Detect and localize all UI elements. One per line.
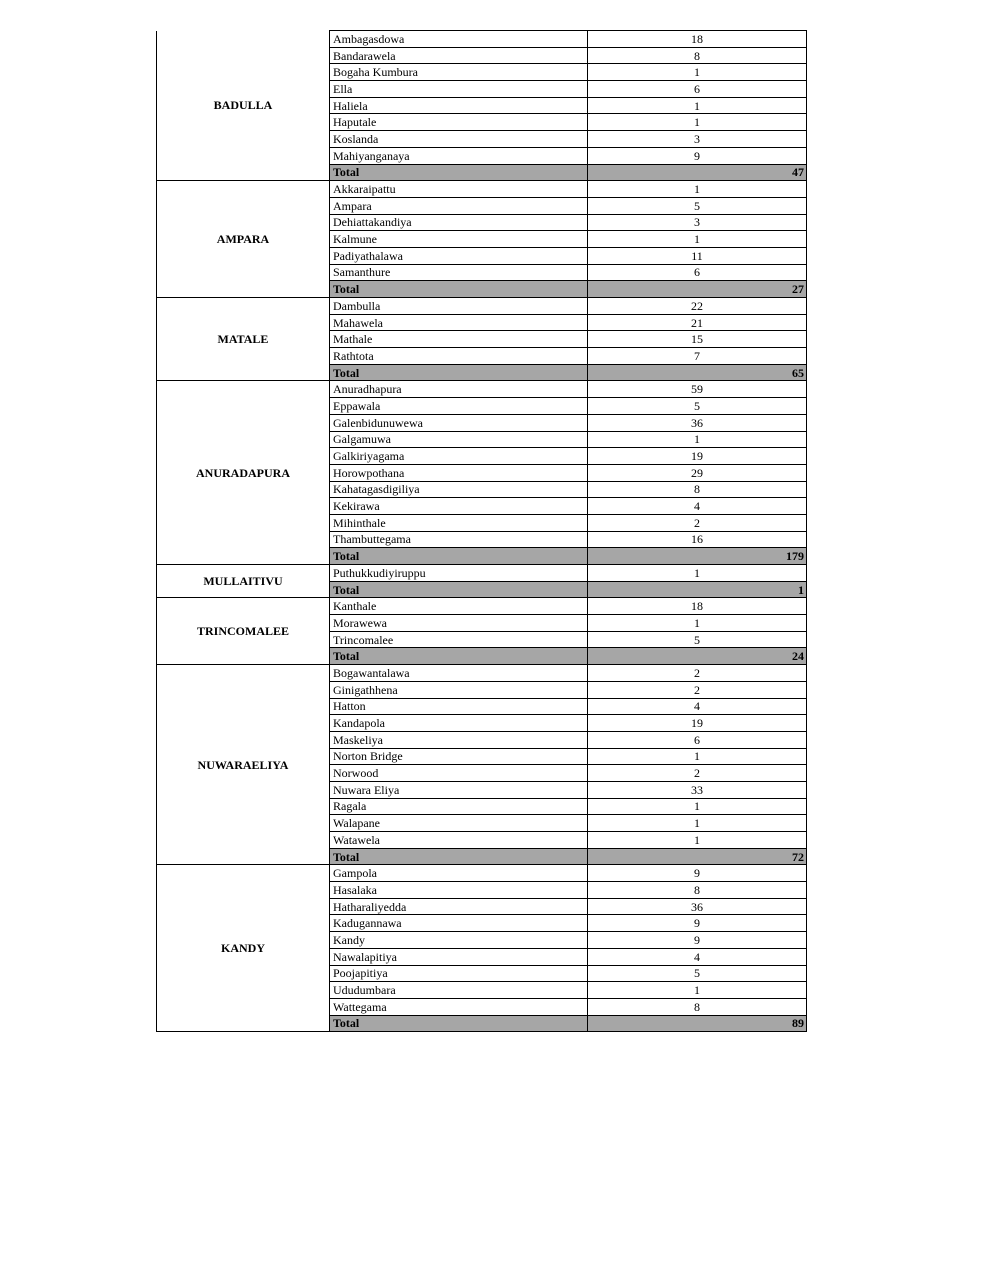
location-count: 1 [588, 615, 807, 632]
location-count: 29 [588, 464, 807, 481]
location-name: Kandy [330, 932, 588, 949]
location-name: Ragala [330, 798, 588, 815]
total-label: Total [330, 581, 588, 598]
location-name: Kalmune [330, 231, 588, 248]
location-name: Haliela [330, 97, 588, 114]
location-name: Ampara [330, 197, 588, 214]
location-count: 3 [588, 214, 807, 231]
location-name: Mathale [330, 331, 588, 348]
table-row [157, 865, 807, 882]
location-count: 18 [588, 598, 807, 615]
location-count: 9 [588, 865, 807, 882]
location-count: 3 [588, 131, 807, 148]
location-name: Wattegama [330, 998, 588, 1015]
table-row [157, 31, 807, 48]
location-name: Haputale [330, 114, 588, 131]
location-count: 8 [588, 481, 807, 498]
location-name: Trincomalee [330, 631, 588, 648]
location-count: 59 [588, 381, 807, 398]
total-label: Total [330, 164, 588, 181]
location-name: Nuwara Eliya [330, 781, 588, 798]
total-value: 1 [588, 581, 807, 598]
district-name: MATALE [157, 298, 330, 381]
location-name: Hatton [330, 698, 588, 715]
location-count: 9 [588, 932, 807, 949]
total-value: 24 [588, 648, 807, 665]
location-name: Thambuttegama [330, 531, 588, 548]
location-name: Eppawala [330, 398, 588, 415]
location-name: Hatharaliyedda [330, 898, 588, 915]
location-name: Puthukkudiyiruppu [330, 565, 588, 582]
total-label: Total [330, 281, 588, 298]
location-count: 2 [588, 681, 807, 698]
location-name: Kekirawa [330, 498, 588, 515]
location-count: 1 [588, 832, 807, 849]
location-count: 1 [588, 815, 807, 832]
total-value: 47 [588, 164, 807, 181]
location-name: Mahiyanganaya [330, 147, 588, 164]
location-name: Galenbidunuwewa [330, 414, 588, 431]
table-row [157, 565, 807, 582]
location-name: Koslanda [330, 131, 588, 148]
location-name: Norwood [330, 765, 588, 782]
location-name: Walapane [330, 815, 588, 832]
location-count: 36 [588, 414, 807, 431]
location-count: 19 [588, 715, 807, 732]
location-count: 1 [588, 748, 807, 765]
district-name: ANURADAPURA [157, 381, 330, 565]
total-value: 179 [588, 548, 807, 565]
location-name: Kadugannawa [330, 915, 588, 932]
location-name: Morawewa [330, 615, 588, 632]
location-name: Bogaha Kumbura [330, 64, 588, 81]
location-count: 1 [588, 64, 807, 81]
location-count: 6 [588, 264, 807, 281]
location-name: Anuradhapura [330, 381, 588, 398]
location-count: 8 [588, 47, 807, 64]
location-count: 4 [588, 498, 807, 515]
total-value: 89 [588, 1015, 807, 1032]
location-name: Padiyathalawa [330, 247, 588, 264]
location-count: 1 [588, 181, 807, 198]
district-table-body [157, 31, 807, 1032]
location-name: Ududumbara [330, 982, 588, 999]
table-row [157, 598, 807, 615]
location-count: 8 [588, 882, 807, 899]
location-count: 6 [588, 731, 807, 748]
location-name: Norton Bridge [330, 748, 588, 765]
location-name: Dambulla [330, 298, 588, 315]
location-name: Dehiattakandiya [330, 214, 588, 231]
table-row [157, 181, 807, 198]
location-count: 1 [588, 114, 807, 131]
location-name: Samanthure [330, 264, 588, 281]
location-count: 22 [588, 298, 807, 315]
location-count: 8 [588, 998, 807, 1015]
location-count: 5 [588, 398, 807, 415]
location-count: 7 [588, 348, 807, 365]
total-label: Total [330, 548, 588, 565]
location-name: Ella [330, 81, 588, 98]
district-name: KANDY [157, 865, 330, 1032]
location-count: 4 [588, 948, 807, 965]
location-name: Maskeliya [330, 731, 588, 748]
location-name: Mihinthale [330, 514, 588, 531]
location-count: 5 [588, 197, 807, 214]
location-count: 19 [588, 448, 807, 465]
location-name: Kahatagasdigiliya [330, 481, 588, 498]
location-count: 2 [588, 765, 807, 782]
location-count: 15 [588, 331, 807, 348]
total-label: Total [330, 364, 588, 381]
location-count: 6 [588, 81, 807, 98]
location-count: 1 [588, 982, 807, 999]
table-row [157, 298, 807, 315]
location-count: 1 [588, 231, 807, 248]
district-name: AMPARA [157, 181, 330, 298]
location-count: 1 [588, 565, 807, 582]
total-value: 72 [588, 848, 807, 865]
district-name: BADULLA [157, 31, 330, 181]
location-name: Mahawela [330, 314, 588, 331]
location-count: 11 [588, 247, 807, 264]
location-name: Horowpothana [330, 464, 588, 481]
location-name: Bogawantalawa [330, 665, 588, 682]
location-name: Akkaraipattu [330, 181, 588, 198]
location-count: 36 [588, 898, 807, 915]
location-name: Ambagasdowa [330, 31, 588, 48]
location-name: Hasalaka [330, 882, 588, 899]
location-name: Kandapola [330, 715, 588, 732]
location-count: 2 [588, 665, 807, 682]
location-count: 1 [588, 431, 807, 448]
location-count: 4 [588, 698, 807, 715]
total-value: 27 [588, 281, 807, 298]
location-count: 1 [588, 97, 807, 114]
district-name: NUWARAELIYA [157, 665, 330, 865]
district-name: TRINCOMALEE [157, 598, 330, 665]
location-count: 5 [588, 631, 807, 648]
district-name: MULLAITIVU [157, 565, 330, 598]
district-table [156, 30, 807, 1032]
location-count: 16 [588, 531, 807, 548]
location-count: 1 [588, 798, 807, 815]
location-name: Rathtota [330, 348, 588, 365]
table-row [157, 381, 807, 398]
location-count: 9 [588, 915, 807, 932]
location-count: 2 [588, 514, 807, 531]
total-value: 65 [588, 364, 807, 381]
location-name: Watawela [330, 832, 588, 849]
location-name: Poojapitiya [330, 965, 588, 982]
location-name: Galkiriyagama [330, 448, 588, 465]
total-label: Total [330, 1015, 588, 1032]
location-name: Ginigathhena [330, 681, 588, 698]
location-name: Kanthale [330, 598, 588, 615]
total-label: Total [330, 648, 588, 665]
table-row [157, 665, 807, 682]
location-count: 21 [588, 314, 807, 331]
total-label: Total [330, 848, 588, 865]
location-name: Gampola [330, 865, 588, 882]
location-count: 33 [588, 781, 807, 798]
location-count: 9 [588, 147, 807, 164]
location-name: Nawalapitiya [330, 948, 588, 965]
location-count: 5 [588, 965, 807, 982]
location-name: Galgamuwa [330, 431, 588, 448]
location-name: Bandarawela [330, 47, 588, 64]
location-count: 18 [588, 31, 807, 48]
